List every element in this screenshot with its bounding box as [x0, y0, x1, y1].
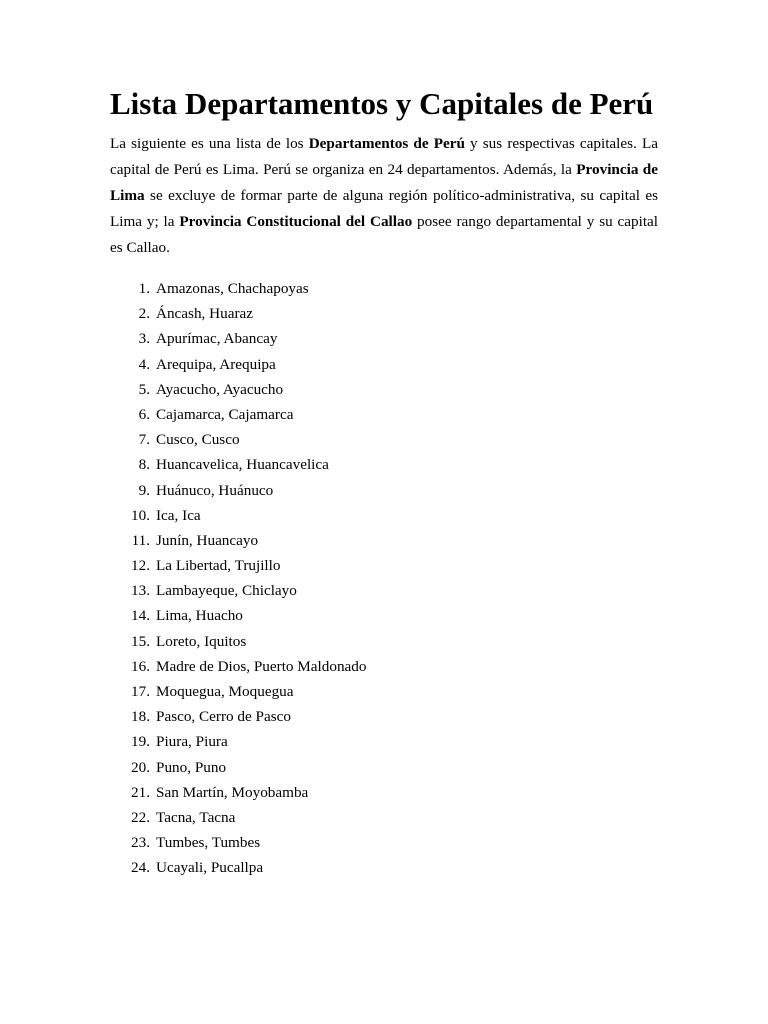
list-item-text: Lambayeque, Chiclayo — [156, 582, 297, 600]
list-item-number: 12. — [131, 557, 150, 575]
intro-text: se excluye de formar parte de alguna región político-administrativa, su capital es Lima y; la — [110, 187, 658, 230]
intro-bold-provincia-lima: Provincia de Lima — [110, 161, 658, 204]
list-item-text: Huancavelica, Huancavelica — [156, 456, 329, 474]
list-item-number: 18. — [131, 708, 150, 726]
page-title: Lista Departamentos y Capitales de Perú — [110, 86, 654, 121]
list-item-number: 21. — [131, 783, 150, 801]
list-item-number: 22. — [131, 808, 150, 826]
list-item-text: Apurímac, Abancay — [156, 330, 278, 348]
list-item-number: 10. — [131, 506, 150, 524]
list-item-number: 1. — [138, 280, 150, 297]
intro-text: posee rango departamental y su capital es Callao. — [110, 213, 659, 256]
list-item-number: 24. — [131, 859, 150, 877]
list-item-text: Tumbes, Tumbes — [156, 834, 261, 852]
list-item-text: Moquegua, Moquegua — [156, 683, 294, 700]
list-item-text: Cajamarca, Cajamarca — [156, 405, 294, 423]
intro-paragraph — [110, 131, 658, 261]
list-item-number: 3. — [138, 330, 150, 348]
list-item-number: 5. — [138, 380, 150, 398]
list-item-number: 17. — [131, 683, 150, 700]
list-item-number: 4. — [138, 355, 150, 373]
list-item-text: Puno, Puno — [156, 758, 227, 776]
list-item-number: 20. — [131, 758, 150, 776]
list-item-text: Madre de Dios, Puerto Maldonado — [156, 657, 367, 675]
list-item-text: Lima, Huacho — [156, 607, 243, 625]
intro-bold-departamentos: Departamentos de Perú — [308, 135, 465, 152]
list-item-text: Ica, Ica — [156, 506, 201, 524]
list-item-text: Ayacucho, Ayacucho — [156, 380, 284, 398]
list-item-text: Piura, Piura — [156, 733, 228, 751]
list-item-text: Huánuco, Huánuco — [156, 481, 274, 499]
list-item-text: Amazonas, Chachapoyas — [156, 280, 309, 297]
list-item-text: Arequipa, Arequipa — [156, 355, 276, 373]
list-item-text: Loreto, Iquitos — [156, 632, 247, 650]
intro-text: La siguiente es una lista de los — [110, 135, 309, 152]
list-item-number: 14. — [131, 607, 150, 625]
list-item-text: Cusco, Cusco — [156, 431, 240, 449]
list-item-text: Junín, Huancayo — [156, 531, 259, 549]
list-item-number: 9. — [138, 481, 150, 499]
list-item-number: 6. — [138, 405, 150, 423]
list-item-number: 8. — [138, 456, 150, 474]
list-item-number: 15. — [131, 632, 150, 650]
list-item-text: La Libertad, Trujillo — [156, 557, 281, 575]
list-item-number: 13. — [131, 582, 150, 600]
list-item-number: 2. — [138, 305, 150, 323]
intro-bold-callao: Provincia Constitucional del Callao — [179, 213, 413, 230]
list-item-text: Pasco, Cerro de Pasco — [156, 708, 291, 726]
intro-text: y sus respectivas capitales. La capital de Perú es Lima. Perú se organiza en 24 departamentos. Además, la — [110, 135, 658, 178]
list-item-number: 16. — [131, 657, 150, 675]
list-item-number: 19. — [131, 733, 150, 751]
list-item-number: 11. — [131, 531, 150, 549]
list-item-text: Ucayali, Pucallpa — [156, 859, 264, 877]
list-item-number: 7. — [138, 431, 150, 449]
list-item-text: San Martín, Moyobamba — [156, 783, 309, 801]
list-item-number: 23. — [131, 834, 150, 852]
list-item-text: Tacna, Tacna — [156, 808, 236, 826]
list-item-text: Áncash, Huaraz — [156, 305, 253, 323]
